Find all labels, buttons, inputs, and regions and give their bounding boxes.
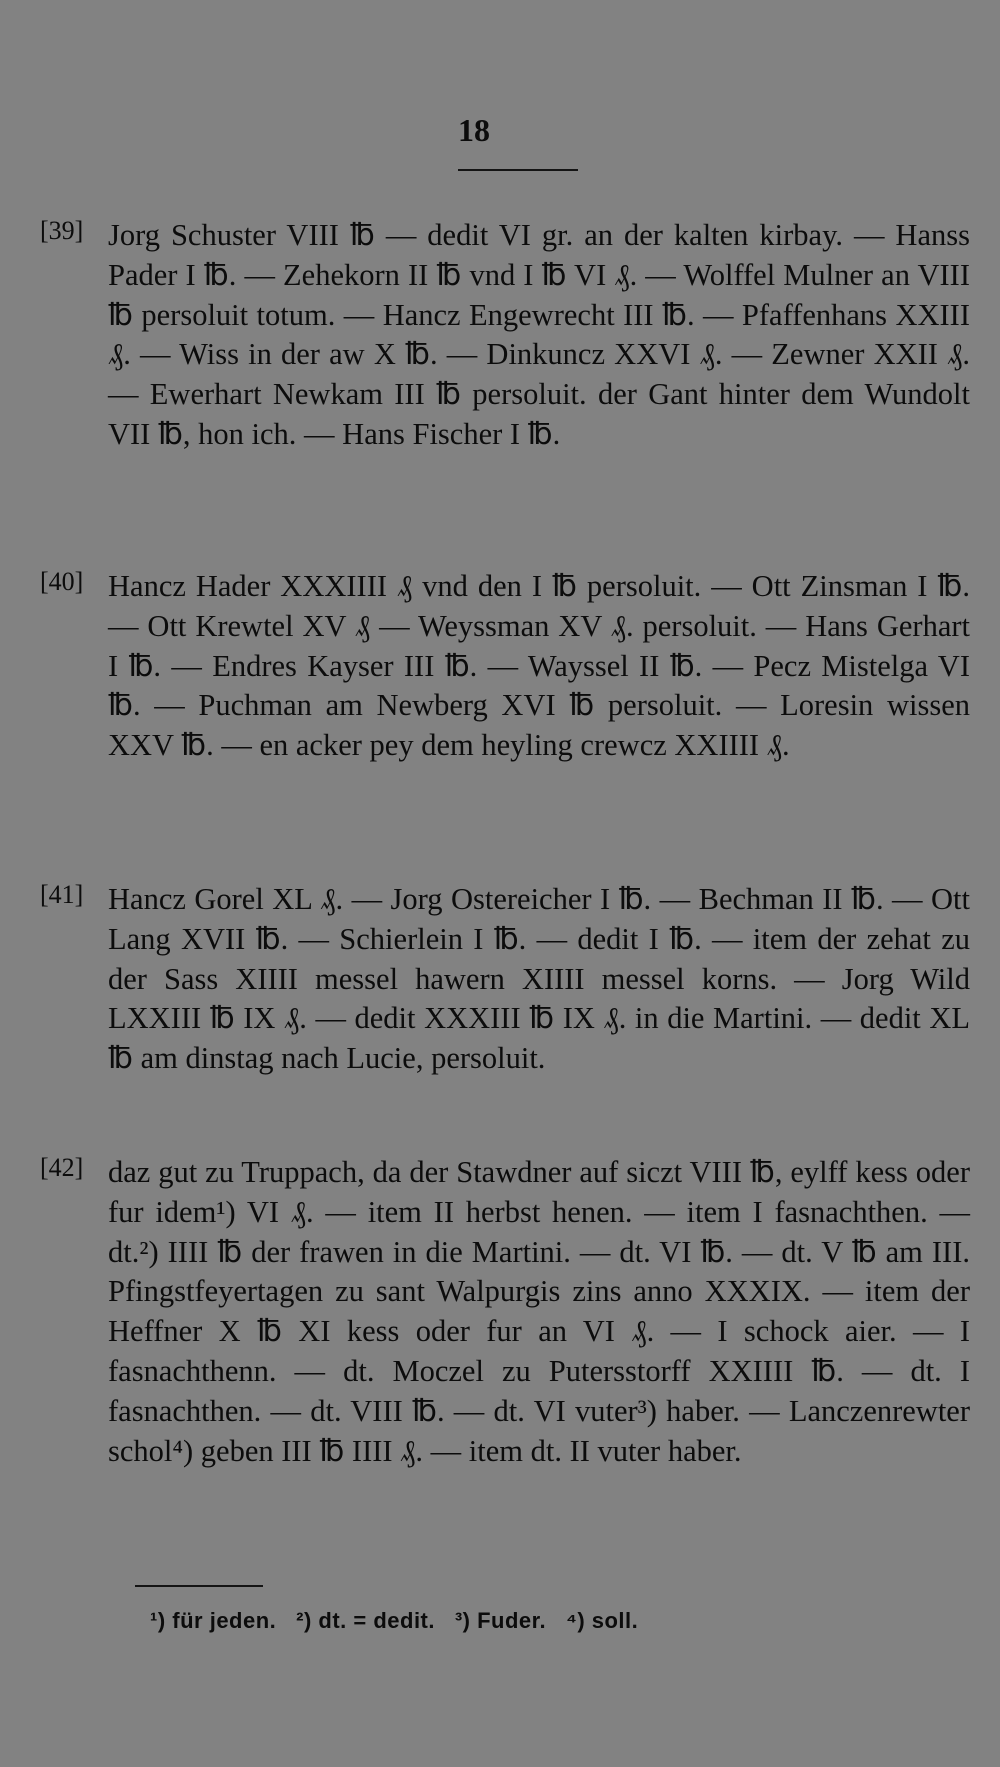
page-number-underline (458, 169, 578, 171)
entry-text: Jorg Schuster VIII ℔ — dedit VI gr. an der kalten kirbay. — Hanss Pader I ℔. — Zehekorn II ℔ vnd I ℔ VI ₰. — Wolffel Mulner an VIII ℔ persoluit totum. — Hancz Engewrecht III ℔. — Pfaffenhans XXIII ₰. — Wiss in der aw X ℔. — Dinkuncz XXVI ₰. — Zewner XXII ₰. — Ewerhart Newkam III ℔ persoluit. der Gant hinter dem Wundolt VII ℔, hon ich. — Hans Fischer I ℔. (108, 218, 970, 451)
footnote-rule (135, 1585, 263, 1587)
entry-number: [39] (40, 216, 84, 245)
entry-text: Hancz Hader XXXIIII ₰ vnd den I ℔ persoluit. — Ott Zinsman I ℔. — Ott Krewtel XV ₰ — Weyssman XV ₰. persoluit. — Hans Gerhart I ℔. — Endres Kayser III ℔. — Wayssel II ℔. — Pecz Mistelga VI ℔. — Puchman am Newberg XVI ℔ persoluit. — Loresin wissen XXV ℔. — en acker pey dem heyling crewcz XXIIII ₰. (108, 569, 970, 763)
page-number: 18 (458, 112, 490, 148)
entry-number: [40] (40, 567, 84, 596)
entry-number: [42] (40, 1153, 84, 1182)
entry-text: daz gut zu Truppach, da der Stawdner auf siczt VIII ℔, eylff kess oder fur idem¹) VI ₰. — item II herbst henen. — item I fasnachthen. — dt.²) IIII ℔ der frawen in die Martini. — dt. VI ℔. — dt. V ℔ am III. Pfingstfeyertagen zu sant Walpurgis zins anno XXXIX. — item der Heffner X ℔ XI kess oder fur an VI ₰. — I schock aier. — I fasnachthenn. — dt. Moczel zu Putersstorff XXIIII ℔. — dt. I fasnachthen. — dt. VIII ℔. — dt. VI vuter³) haber. — Lanczenrewter schol⁴) geben III ℔ IIII ₰. — item dt. II vuter haber. (108, 1155, 970, 1468)
entry-text: Hancz Gorel XL ₰. — Jorg Ostereicher I ℔. — Bechman II ℔. — Ott Lang XVII ℔. — Schierlein I ℔. — dedit I ℔. — item der zehat zu der Sass XIIII messel hawern XIIII messel korns. — Jorg Wild LXXIII ℔ IX ₰. — dedit XXXIII ℔ IX ₰. in die Martini. — dedit XL ℔ am dinstag nach Lucie, persoluit. (108, 882, 970, 1076)
footnotes: ¹) für jeden. ²) dt. = dedit. ³) Fuder. ⁴) soll. (150, 1608, 639, 1633)
entry-number: [41] (40, 880, 84, 909)
